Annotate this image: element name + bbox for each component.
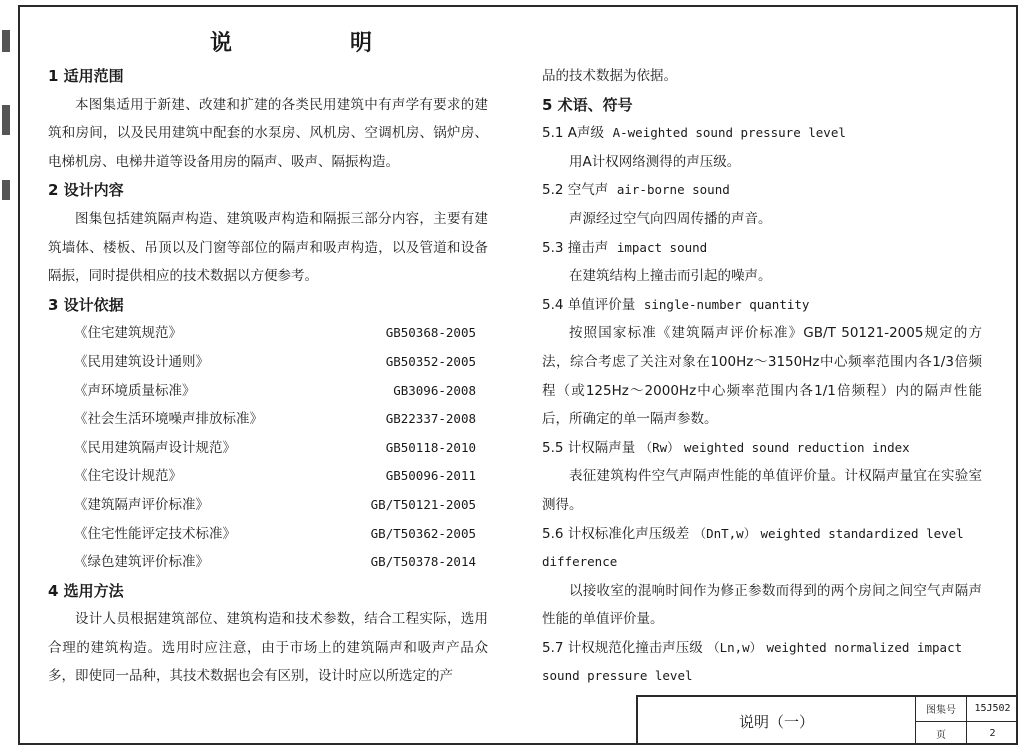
section-1-heading: 1 适用范围 <box>48 67 124 85</box>
section-4-paragraph: 设计人员根据建筑部位、建筑构造和技术参数，结合工程实际，选用合理的建筑构造。选用时应注意，由于市场上的建筑隔声和吸声产品众多，即使同一品种，其技术数据也会有区别，设计时应以所选定的产 <box>48 611 488 685</box>
term-5-5-definition: 表征建筑构件空气声隔声性能的单值评价量。计权隔声量宜在实验室测得。 <box>542 468 982 513</box>
page-title: 说 明 <box>210 31 421 56</box>
term-5-3-definition: 在建筑结构上撞击而引起的噪声。 <box>569 268 772 285</box>
section-2-paragraph: 图集包括建筑隔声构造、建筑吸声构造和隔振三部分内容，主要有建筑墙体、楼板、吊顶以及门窗等部位的隔声和吸声构造，以及管道和设备隔振，同时提供相应的技术数据以方便参考。 <box>48 210 488 285</box>
sheet-name: 说明（一） <box>738 712 814 731</box>
reference-item: 《声环境质量标准》 GB3096-2008 <box>74 382 476 399</box>
right-column <box>542 62 982 691</box>
left-column <box>48 62 488 691</box>
reference-item: 《民用建筑隔声设计规范》 GB50118-2010 <box>74 439 476 456</box>
section-4-heading: 4 选用方法 <box>48 581 124 600</box>
term-5-6-definition: 以接收室的混响时间作为修正参数而得到的两个房间之间空气声隔声性能的单值评价量。 <box>542 582 982 628</box>
section-1-paragraph: 本图集适用于新建、改建和扩建的各类民用建筑中有声学有要求的建筑和房间，以及民用建筑中配套的水泵房、风机房、空调机房、锅炉房、电梯机房、电梯井道等设备用房的隔声、吸声、隔振构造。 <box>48 96 488 170</box>
page-number: 2 <box>989 727 996 739</box>
title-block <box>636 695 1018 745</box>
term-5-4: 5.4 单值评价量 single-number quantity <box>542 296 810 313</box>
reference-item: 《绿色建筑评价标准》 GB/T50378-2014 <box>74 554 476 571</box>
reference-item: 《住宅建筑规范》 GB50368-2005 <box>74 325 476 342</box>
reference-item: 《建筑隔声评价标准》 GB/T50121-2005 <box>74 496 476 513</box>
reference-item: 《住宅设计规范》 GB50096-2011 <box>74 468 476 485</box>
reference-item: 《民用建筑设计通则》 GB50352-2005 <box>74 353 476 370</box>
term-5-2-definition: 声源经过空气向四周传播的声音。 <box>569 210 772 227</box>
term-5-7: 5.7 计权规范化撞击声压级 （Ln,w） weighted normalized impact sound pressure level <box>542 639 963 684</box>
page-label: 页 <box>916 722 967 746</box>
reference-item: 《社会生活环境噪声排放标准》 GB22337-2008 <box>74 411 476 428</box>
atlas-number-value: 15J502 <box>974 703 1011 715</box>
section-5-heading: 5 术语、符号 <box>542 95 633 114</box>
binding-margin-marks <box>0 0 14 752</box>
term-5-5: 5.5 计权隔声量 （Rw） weighted sound reduction index <box>542 439 910 456</box>
title-block-info <box>915 697 1018 745</box>
term-5-6: 5.6 计权标准化声压级差 （DnT,w） weighted standardized level difference <box>542 525 964 570</box>
term-5-4-definition: 按照国家标准《建筑隔声评价标准》GB/T 50121-2005规定的方法，综合考虑了关注对象在100Hz～3150Hz中心频率范围内各1/3倍频程（或125Hz～2000Hz中心频率范围内各1/1倍频程）内的隔声性能后，所确定的单一隔声参数。 <box>542 325 982 428</box>
reference-item: 《住宅性能评定技术标准》 GB/T50362-2005 <box>74 525 476 542</box>
section-2-heading: 2 设计内容 <box>48 181 124 200</box>
term-5-2: 5.2 空气声 air-borne sound <box>542 182 730 199</box>
term-5-1-definition: 用A计权网络测得的声压级。 <box>569 153 741 170</box>
continued-text: 品的技术数据为依据。 <box>542 68 677 84</box>
reference-list <box>48 319 488 576</box>
term-5-1: 5.1 A声级 A-weighted sound pressure level <box>542 125 846 142</box>
atlas-number-label: 图集号 <box>916 697 967 721</box>
term-5-3: 5.3 撞击声 impact sound <box>542 239 708 256</box>
section-3-heading: 3 设计依据 <box>48 295 124 314</box>
